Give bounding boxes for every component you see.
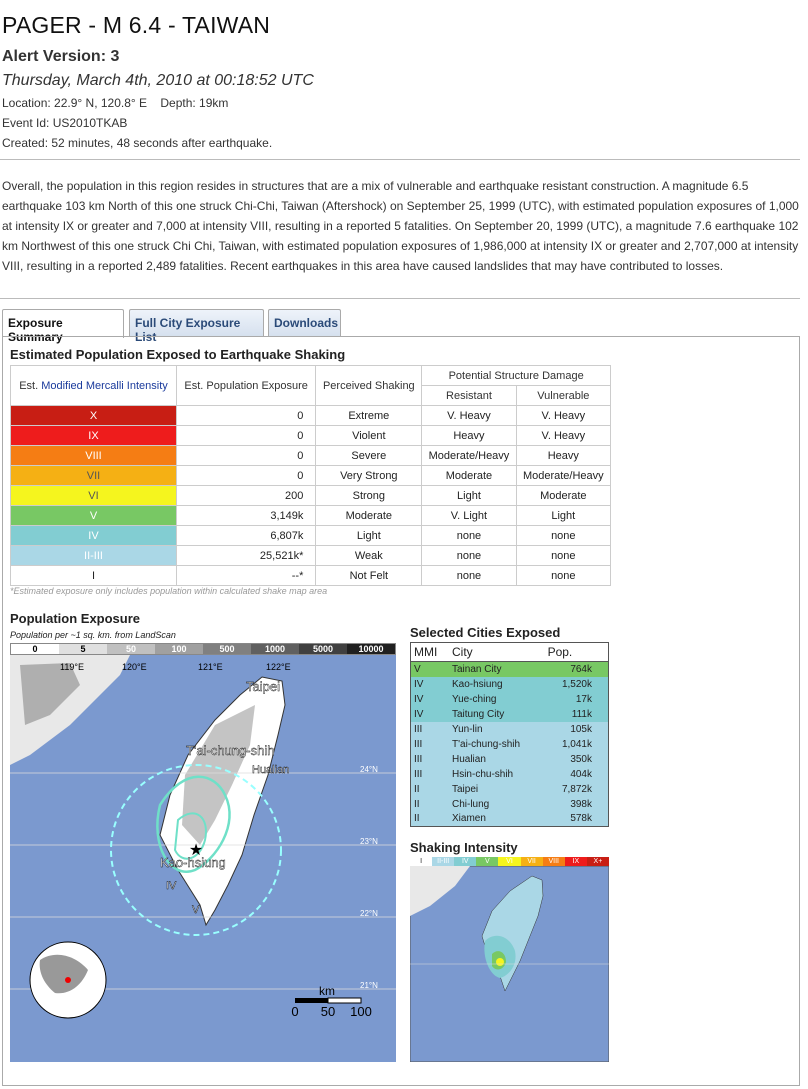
shaking-legend-item: I xyxy=(410,857,432,866)
city-mmi: III xyxy=(414,768,423,780)
city-pop: 1,520k xyxy=(561,678,592,690)
shaking-legend xyxy=(410,857,609,866)
lat-label: 21°N xyxy=(360,981,378,990)
created-time: Created: 52 minutes, 48 seconds after earthquake. xyxy=(2,136,273,150)
city-name: Hsin-chu-shih xyxy=(451,768,514,780)
population-legend-item: 500 xyxy=(203,644,251,654)
map-city-kaohsiung: Kao-hsiung xyxy=(160,855,226,870)
exposure-mmi-cell: VIII xyxy=(11,446,177,466)
event-id: Event Id: US2010TKAB xyxy=(2,116,128,130)
exposure-vulnerable-cell: V. Heavy xyxy=(516,406,610,426)
exposure-row xyxy=(11,526,611,546)
exposure-resistant-cell: Light xyxy=(422,486,516,506)
shaking-legend-item: VIII xyxy=(543,857,565,866)
exposure-pop-cell: 0 xyxy=(177,466,316,486)
shaking-legend-item: IX xyxy=(565,857,587,866)
tab-full-city-exposure-list[interactable]: Full City Exposure List xyxy=(129,309,264,337)
lon-label: 120°E xyxy=(122,662,147,672)
col-pop-header: Est. Population Exposure xyxy=(177,366,316,406)
map-city-taipei: Taipei xyxy=(246,679,280,694)
city-pop: 17k xyxy=(575,693,592,705)
cities-col-pop: Pop. xyxy=(545,643,609,662)
tab-downloads[interactable]: Downloads xyxy=(268,309,341,337)
exposure-pop-cell: 0 xyxy=(177,406,316,426)
exposure-pop-cell: 3,149k xyxy=(177,506,316,526)
epicenter-star: ★ xyxy=(188,842,204,859)
shaking-vi-zone xyxy=(496,958,504,966)
population-legend-item: 1000 xyxy=(251,644,299,654)
city-pop: 111k xyxy=(571,708,592,720)
exposure-resistant-cell: none xyxy=(422,566,516,586)
city-mmi: IV xyxy=(414,708,424,720)
city-name: Yun-lin xyxy=(451,723,483,735)
shaking-map xyxy=(410,866,609,1062)
exposure-shaking-cell: Very Strong xyxy=(316,466,422,486)
population-legend xyxy=(10,643,396,655)
col-shaking-header: Perceived Shaking xyxy=(316,366,422,406)
city-pop: 7,872k xyxy=(561,783,592,795)
exposure-mmi-cell: IV xyxy=(11,526,177,546)
exposure-mmi-cell: VI xyxy=(11,486,177,506)
exposure-vulnerable-cell: none xyxy=(516,526,610,546)
city-pop: 764k xyxy=(570,663,592,675)
exposure-resistant-cell: V. Heavy xyxy=(422,406,516,426)
exposure-vulnerable-cell: none xyxy=(516,546,610,566)
exposure-resistant-cell: Moderate/Heavy xyxy=(422,446,516,466)
exposure-vulnerable-cell: Light xyxy=(516,506,610,526)
scale-bar-half xyxy=(328,998,361,1003)
shaking-legend-item: X+ xyxy=(587,857,609,866)
population-map xyxy=(10,655,396,1062)
city-row xyxy=(411,722,609,737)
city-name: Hualian xyxy=(451,753,486,765)
exposure-pop-cell: 25,521k* xyxy=(177,546,316,566)
city-row xyxy=(411,812,609,827)
population-legend-item: 50 xyxy=(107,644,155,654)
exposure-pop-cell: 200 xyxy=(177,486,316,506)
city-name: Chi-lung xyxy=(451,798,490,810)
lon-label: 122°E xyxy=(266,662,291,672)
city-row xyxy=(411,707,609,722)
city-mmi: III xyxy=(414,753,423,765)
city-name: Taitung City xyxy=(451,708,505,720)
city-mmi: III xyxy=(414,738,423,750)
exposure-resistant-cell: Heavy xyxy=(422,426,516,446)
exposure-shaking-cell: Light xyxy=(316,526,422,546)
exposure-table-title: Estimated Population Exposed to Earthquake Shaking xyxy=(10,347,346,362)
exposure-vulnerable-cell: Moderate/Heavy xyxy=(516,466,610,486)
scale-label-50: 50 xyxy=(320,1004,336,1019)
city-row xyxy=(411,797,609,812)
city-row xyxy=(411,782,609,797)
lat-label: 22°N xyxy=(360,909,378,918)
city-row xyxy=(411,692,609,707)
lat-label: 23°N xyxy=(360,837,378,846)
city-mmi: II xyxy=(414,783,420,795)
col-mmi-header xyxy=(11,366,177,406)
exposure-resistant-cell: none xyxy=(422,526,516,546)
city-mmi: V xyxy=(414,663,421,675)
city-pop: 1,041k xyxy=(561,738,592,750)
city-pop: 404k xyxy=(570,768,592,780)
population-title: Population Exposure xyxy=(10,611,141,626)
event-location: Location: 22.9° N, 120.8° E Depth: 19km xyxy=(2,96,229,110)
city-name: T'ai-chung-shih xyxy=(451,738,521,750)
exposure-shaking-cell: Weak xyxy=(316,546,422,566)
cities-col-mmi: MMI xyxy=(411,643,449,662)
locator-globe xyxy=(30,942,106,1018)
city-name: Yue-ching xyxy=(451,693,497,705)
population-legend-item: 0 xyxy=(11,644,59,654)
exposure-shaking-cell: Not Felt xyxy=(316,566,422,586)
col-vulnerable-header: Vulnerable xyxy=(516,386,610,406)
col-damage-header: Potential Structure Damage xyxy=(422,366,611,386)
shaking-legend-item: VI xyxy=(498,857,520,866)
city-row xyxy=(411,737,609,752)
event-datetime: Thursday, March 4th, 2010 at 00:18:52 UTC xyxy=(2,72,314,89)
exposure-vulnerable-cell: none xyxy=(516,566,610,586)
divider xyxy=(0,159,800,160)
divider xyxy=(0,298,800,299)
exposure-resistant-cell: none xyxy=(422,546,516,566)
city-mmi: II xyxy=(414,798,420,810)
exposure-pop-cell: 0 xyxy=(177,446,316,466)
city-pop: 398k xyxy=(570,798,592,810)
map-mmi-v-label: V xyxy=(192,904,200,916)
city-name: Taipei xyxy=(451,783,479,795)
tab-exposure-summary[interactable]: Exposure Summary xyxy=(2,309,124,338)
exposure-mmi-cell: V xyxy=(11,506,177,526)
city-mmi: IV xyxy=(414,678,424,690)
city-row xyxy=(411,662,609,677)
map-city-taichung: T'ai-chung-shih xyxy=(186,743,275,758)
exposure-resistant-cell: V. Light xyxy=(422,506,516,526)
city-mmi: IV xyxy=(414,693,424,705)
exposure-pop-cell: 0 xyxy=(177,426,316,446)
cities-col-city: City xyxy=(449,643,545,662)
city-mmi: II xyxy=(414,813,420,825)
exposure-row xyxy=(11,466,611,486)
exposure-table xyxy=(10,365,611,586)
scale-label-100: 100 xyxy=(350,1004,372,1019)
mmi-link[interactable]: Modified Mercalli Intensity xyxy=(41,379,168,392)
lon-label: 121°E xyxy=(198,662,223,672)
exposure-shaking-cell: Violent xyxy=(316,426,422,446)
shaking-legend-item: IV xyxy=(454,857,476,866)
shaking-legend-item: VII xyxy=(521,857,543,866)
exposure-footnote: *Estimated exposure only includes population within calculated shake map area xyxy=(10,586,328,596)
map-city-hualian: Hualian xyxy=(252,764,290,776)
summary-text: Overall, the population in this region resides in structures that are a mix of vulnerable and earthquake resistant construction. A magnitude 6.5 earthquake 103 km North of this one struck Chi-Chi, Taiwan (Aftershock) on September 25, 1999 (UTC), with estimated population exposures of 1,000 at intensity IX or greater and 7,000 at intensity VIII, resulting in a reported 5 fatalities. On September 20, 1999 (UTC), a magnitude 7.6 earthquake 102 km Northwest of this one struck Chi Chi, Taiwan, with estimated population exposures of 1,986,000 at intensity IX or greater and 2,707,000 at intensity VIII, resulting in a reported 2,489 fatalities. Recent earthquakes in this area have caused landslides that may have contributed to losses. xyxy=(2,179,799,273)
exposure-row xyxy=(11,406,611,426)
exposure-pop-cell: --* xyxy=(177,566,316,586)
cities-table xyxy=(410,642,609,827)
population-subtitle: Population per ~1 sq. km. from LandScan xyxy=(10,630,176,640)
lat-label: 24°N xyxy=(360,765,378,774)
lon-label: 119°E xyxy=(60,662,84,672)
population-legend-item: 5000 xyxy=(299,644,347,654)
city-mmi: III xyxy=(414,723,423,735)
city-name: Kao-hsiung xyxy=(451,678,503,690)
exposure-row xyxy=(11,546,611,566)
exposure-pop-cell: 6,807k xyxy=(177,526,316,546)
exposure-shaking-cell: Severe xyxy=(316,446,422,466)
exposure-shaking-cell: Extreme xyxy=(316,406,422,426)
globe-marker xyxy=(65,977,71,983)
page-title: PAGER - M 6.4 - TAIWAN xyxy=(2,12,271,38)
city-row xyxy=(411,767,609,782)
exposure-mmi-cell: VII xyxy=(11,466,177,486)
scale-title: km xyxy=(319,984,335,998)
exposure-shaking-cell: Moderate xyxy=(316,506,422,526)
city-row xyxy=(411,677,609,692)
city-pop: 578k xyxy=(570,813,592,825)
exposure-row xyxy=(11,486,611,506)
shaking-legend-item: V xyxy=(476,857,498,866)
col-resistant-header: Resistant xyxy=(422,386,516,406)
exposure-mmi-cell: X xyxy=(11,406,177,426)
alert-version: Alert Version: 3 xyxy=(2,48,120,65)
exposure-mmi-cell: II-III xyxy=(11,546,177,566)
exposure-row xyxy=(11,446,611,466)
exposure-resistant-cell: Moderate xyxy=(422,466,516,486)
exposure-vulnerable-cell: Heavy xyxy=(516,446,610,466)
cities-title: Selected Cities Exposed xyxy=(410,625,561,640)
col-mmi-prefix: Est. xyxy=(19,379,42,392)
scale-label-0: 0 xyxy=(291,1004,299,1019)
exposure-vulnerable-cell: V. Heavy xyxy=(516,426,610,446)
city-name: Tainan City xyxy=(451,663,502,675)
exposure-mmi-cell: IX xyxy=(11,426,177,446)
population-legend-item: 10000 xyxy=(347,644,395,654)
city-pop: 350k xyxy=(570,753,592,765)
shaking-legend-item: II-III xyxy=(432,857,454,866)
exposure-row xyxy=(11,566,611,586)
city-pop: 105k xyxy=(570,723,592,735)
exposure-vulnerable-cell: Moderate xyxy=(516,486,610,506)
exposure-row xyxy=(11,506,611,526)
city-row xyxy=(411,752,609,767)
exposure-row xyxy=(11,426,611,446)
map-mmi-iv-label: IV xyxy=(166,880,177,892)
population-legend-item: 100 xyxy=(155,644,203,654)
population-legend-item: 5 xyxy=(59,644,107,654)
exposure-shaking-cell: Strong xyxy=(316,486,422,506)
city-name: Xiamen xyxy=(451,813,486,825)
shaking-title: Shaking Intensity xyxy=(410,840,518,855)
exposure-mmi-cell: I xyxy=(11,566,177,586)
